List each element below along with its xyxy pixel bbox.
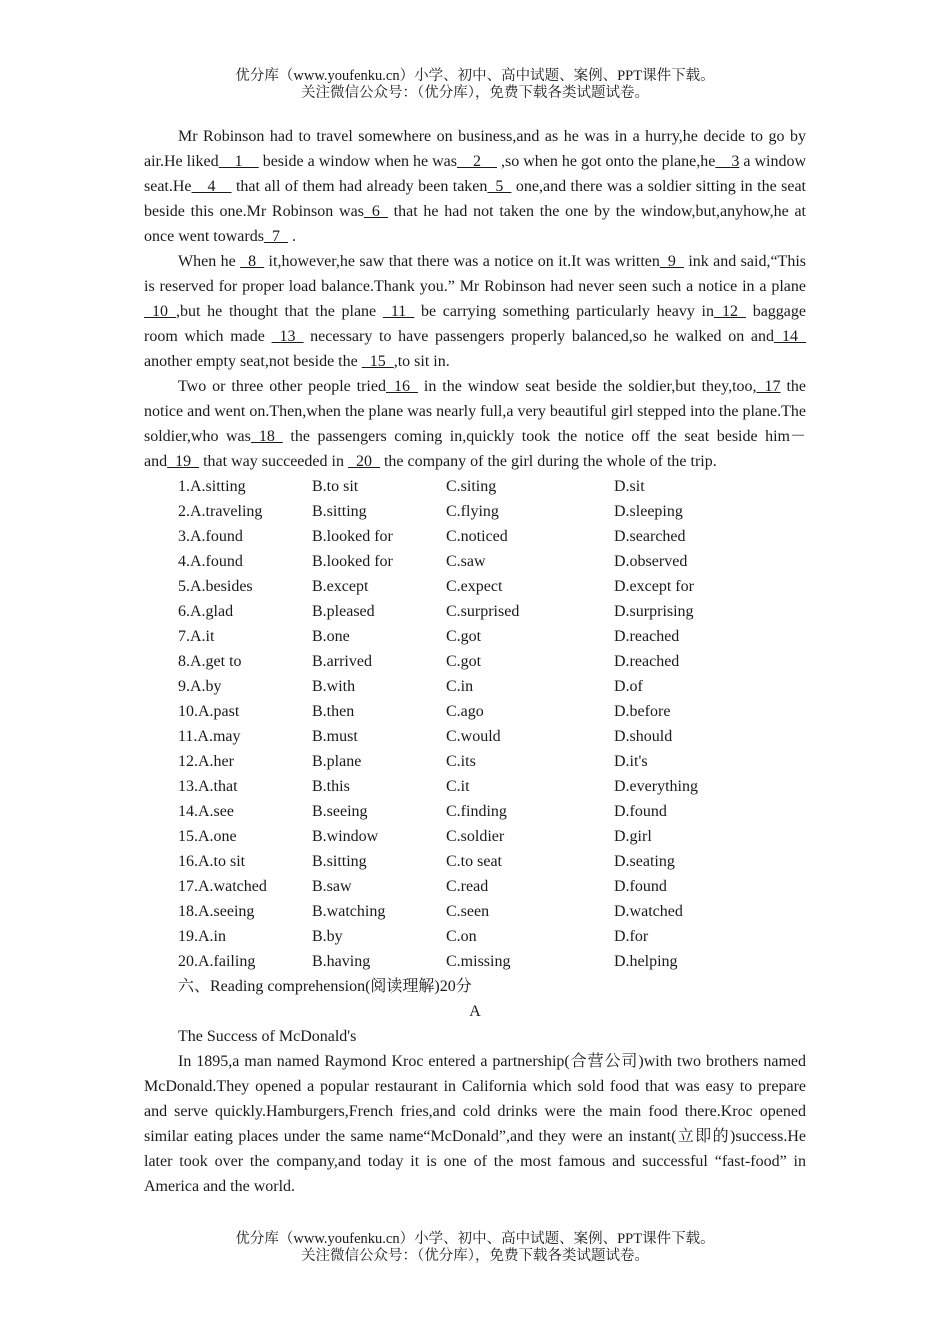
blank: 5	[487, 178, 512, 195]
footer-line-2: 关注微信公众号：（优分库），免费下载各类试题试卷。	[301, 1248, 649, 1264]
header-line-2: 关注微信公众号：（优分库），免费下载各类试题试卷。	[301, 85, 649, 101]
blank: 3	[715, 153, 740, 170]
option-row	[144, 849, 806, 874]
article-paragraph: In 1895,a man named Raymond Kroc entered a partnership(合营公司)with two brothers named McDonald.They opened a popular restaurant in California which sold food that was easy to prepare and serve quickly.Hamburgers,French fries,and cold drinks were the main food there.Kroc opened similar eating places under the same name“McDonald”,and they were an instant(立即的)success.He later took over the company,and today it is one of the most famous and successful “fast-food” in America and the world.	[144, 1053, 806, 1195]
blank: 9	[659, 253, 684, 270]
option-a: 2.A.traveling	[178, 503, 263, 520]
option-b: B.arrived	[312, 653, 372, 670]
option-a: 6.A.glad	[178, 603, 234, 620]
option-b: B.watching	[312, 903, 386, 920]
blank: 2	[456, 153, 497, 170]
option-c: C.missing	[446, 953, 511, 970]
option-c: C.would	[446, 728, 501, 745]
blank: 15	[361, 353, 394, 370]
option-b: B.pleased	[312, 603, 375, 620]
option-c: C.got	[446, 653, 482, 670]
option-row	[144, 549, 806, 574]
text-run: ,but he thought that the plane	[176, 303, 383, 320]
option-a: 19.A.in	[178, 928, 226, 945]
text-run: ,so when he got onto the plane,he	[496, 153, 716, 170]
option-d: D.it's	[614, 753, 648, 770]
blank: 20	[347, 453, 380, 470]
text-run: necessary to have passengers properly balanced,so he walked on and	[303, 328, 774, 345]
option-c: C.read	[446, 878, 489, 895]
part-label: A	[469, 1003, 481, 1020]
text-run: that way succeeded in	[199, 453, 348, 470]
option-a: 13.A.that	[178, 778, 238, 795]
cloze-paragraph-1	[144, 124, 806, 249]
text-run: another empty seat,not beside the	[144, 353, 362, 370]
option-c: C.ago	[446, 703, 484, 720]
option-a: 7.A.it	[178, 628, 215, 645]
option-b: B.looked for	[312, 528, 393, 545]
blank: 14	[774, 328, 806, 345]
option-a: 8.A.get to	[178, 653, 242, 670]
option-a: 11.A.may	[178, 728, 241, 745]
option-c: C.got	[446, 628, 482, 645]
option-d: D.reached	[614, 653, 680, 670]
option-a: 1.A.sitting	[178, 478, 246, 495]
option-d: D.for	[614, 928, 649, 945]
option-d: D.surprising	[614, 603, 694, 620]
blank: 1	[218, 153, 259, 170]
option-b: B.sitting	[312, 503, 367, 520]
option-d: D.observed	[614, 553, 688, 570]
option-d: D.before	[614, 703, 671, 720]
option-b: B.must	[312, 728, 358, 745]
option-a: 4.A.found	[178, 553, 243, 570]
text-run: baggage room which made	[144, 303, 806, 345]
option-d: D.girl	[614, 828, 652, 845]
option-b: B.window	[312, 828, 379, 845]
text-run: the notice and went on.Then,when the plane was nearly full,a very beautiful girl stepped into the plane.The soldier,who was	[144, 378, 807, 445]
option-d: D.found	[614, 803, 667, 820]
option-d: D.sleeping	[614, 503, 683, 520]
option-b: B.plane	[312, 753, 362, 770]
page-footer	[0, 1231, 950, 1265]
blank: 4	[191, 178, 232, 195]
option-row	[144, 499, 806, 524]
option-b: B.then	[312, 703, 355, 720]
option-a: 12.A.her	[178, 753, 234, 770]
text-run: be carrying something particularly heavy in	[414, 303, 714, 320]
option-b: B.to sit	[312, 478, 359, 495]
option-d: D.watched	[614, 903, 683, 920]
answer-options-list	[144, 474, 806, 974]
option-c: C.finding	[446, 803, 507, 820]
option-b: B.except	[312, 578, 369, 595]
option-a: 18.A.seeing	[178, 903, 255, 920]
option-d: D.sit	[614, 478, 645, 495]
option-b: B.by	[312, 928, 343, 945]
text-run: it,however,he saw that there was a notice on it.It was written	[264, 253, 660, 270]
option-c: C.on	[446, 928, 477, 945]
option-c: C.saw	[446, 553, 486, 570]
option-row	[144, 899, 806, 924]
option-c: C.noticed	[446, 528, 508, 545]
option-c: C.seen	[446, 903, 490, 920]
option-b: B.looked for	[312, 553, 393, 570]
option-c: C.soldier	[446, 828, 505, 845]
option-c: C.flying	[446, 503, 499, 520]
option-a: 9.A.by	[178, 678, 222, 695]
option-row	[144, 699, 806, 724]
option-d: D.should	[614, 728, 673, 745]
option-b: B.saw	[312, 878, 352, 895]
option-row	[144, 799, 806, 824]
option-row	[144, 874, 806, 899]
option-b: B.seeing	[312, 803, 368, 820]
option-a: 10.A.past	[178, 703, 240, 720]
header-line-1: 优分库（www.youfenku.cn）小学、初中、高中试题、案例、PPT课件下载。	[235, 68, 715, 84]
option-row	[144, 774, 806, 799]
option-a: 14.A.see	[178, 803, 234, 820]
option-row	[144, 624, 806, 649]
option-d: D.everything	[614, 778, 698, 795]
blank: 18	[250, 428, 283, 445]
option-b: B.this	[312, 778, 350, 795]
option-c: C.it	[446, 778, 470, 795]
option-c: C.expect	[446, 578, 503, 595]
option-b: B.with	[312, 678, 356, 695]
option-c: C.surprised	[446, 603, 520, 620]
text-run: beside a window when he was	[258, 153, 457, 170]
option-d: D.reached	[614, 628, 680, 645]
text-run: .	[287, 228, 296, 245]
option-c: C.in	[446, 678, 474, 695]
option-row	[144, 599, 806, 624]
footer-line-1: 优分库（www.youfenku.cn）小学、初中、高中试题、案例、PPT课件下载。	[235, 1231, 715, 1247]
blank: 16	[385, 378, 418, 395]
cloze-paragraph-2	[144, 249, 806, 374]
text-run: ,to sit in.	[393, 353, 450, 370]
blank: 6	[363, 203, 388, 220]
blank: 12	[713, 303, 746, 320]
cloze-paragraph-3	[144, 374, 806, 474]
option-row	[144, 574, 806, 599]
blank: 7	[263, 228, 288, 245]
document-body	[144, 124, 806, 1199]
option-b: B.one	[312, 628, 350, 645]
section-heading: 六、Reading comprehension(阅读理解)20分	[178, 978, 472, 995]
option-row	[144, 749, 806, 774]
blank: 8	[240, 253, 265, 270]
option-a: 5.A.besides	[178, 578, 253, 595]
option-d: D.of	[614, 678, 643, 695]
text-run: a window seat.He	[144, 153, 807, 195]
page-header	[0, 68, 950, 102]
text-run: the company of the girl during the whole of the trip.	[379, 453, 717, 470]
blank: 19	[167, 453, 200, 470]
option-row	[144, 649, 806, 674]
text-run: ink and said,“This is reserved for proper load balance.Thank you.” Mr Robinson had never seen such a notice in a plane	[144, 253, 807, 295]
option-d: D.helping	[614, 953, 678, 970]
text-run: that all of them had already been taken	[231, 178, 488, 195]
text-run: in the window seat beside the soldier,but they,too,	[417, 378, 757, 395]
option-row	[144, 724, 806, 749]
blank: 10	[144, 303, 176, 320]
blank: 17	[756, 378, 781, 395]
option-row	[144, 924, 806, 949]
text-run: Two or three other people tried	[178, 378, 386, 395]
blank: 11	[382, 303, 415, 320]
option-b: B.sitting	[312, 853, 367, 870]
text-run: the passengers coming in,quickly took the notice off the seat beside him－and	[144, 428, 807, 470]
option-row	[144, 949, 806, 974]
option-d: D.seating	[614, 853, 675, 870]
option-a: 20.A.failing	[178, 953, 256, 970]
text-run: one,and there was a soldier sitting in the seat beside this one.Mr Robinson was	[144, 178, 806, 220]
text-run: Mr Robinson had to travel somewhere on business,and as he was in a hurry,he decide to go by air.He liked	[144, 128, 806, 170]
option-c: C.siting	[446, 478, 497, 495]
option-d: D.found	[614, 878, 667, 895]
text-run: that he had not taken the one by the window,but,anyhow,he at once went towards	[144, 203, 806, 245]
text-run: When he	[178, 253, 241, 270]
article-title: The Success of McDonald's	[178, 1028, 357, 1045]
blank: 13	[271, 328, 304, 345]
option-d: D.except for	[614, 578, 694, 595]
option-row	[144, 824, 806, 849]
option-a: 16.A.to sit	[178, 853, 246, 870]
option-d: D.searched	[614, 528, 686, 545]
option-a: 17.A.watched	[178, 878, 267, 895]
option-row	[144, 674, 806, 699]
option-a: 15.A.one	[178, 828, 237, 845]
option-a: 3.A.found	[178, 528, 243, 545]
option-c: C.to seat	[446, 853, 502, 870]
option-b: B.having	[312, 953, 371, 970]
option-row	[144, 524, 806, 549]
option-c: C.its	[446, 753, 476, 770]
option-row	[144, 474, 806, 499]
